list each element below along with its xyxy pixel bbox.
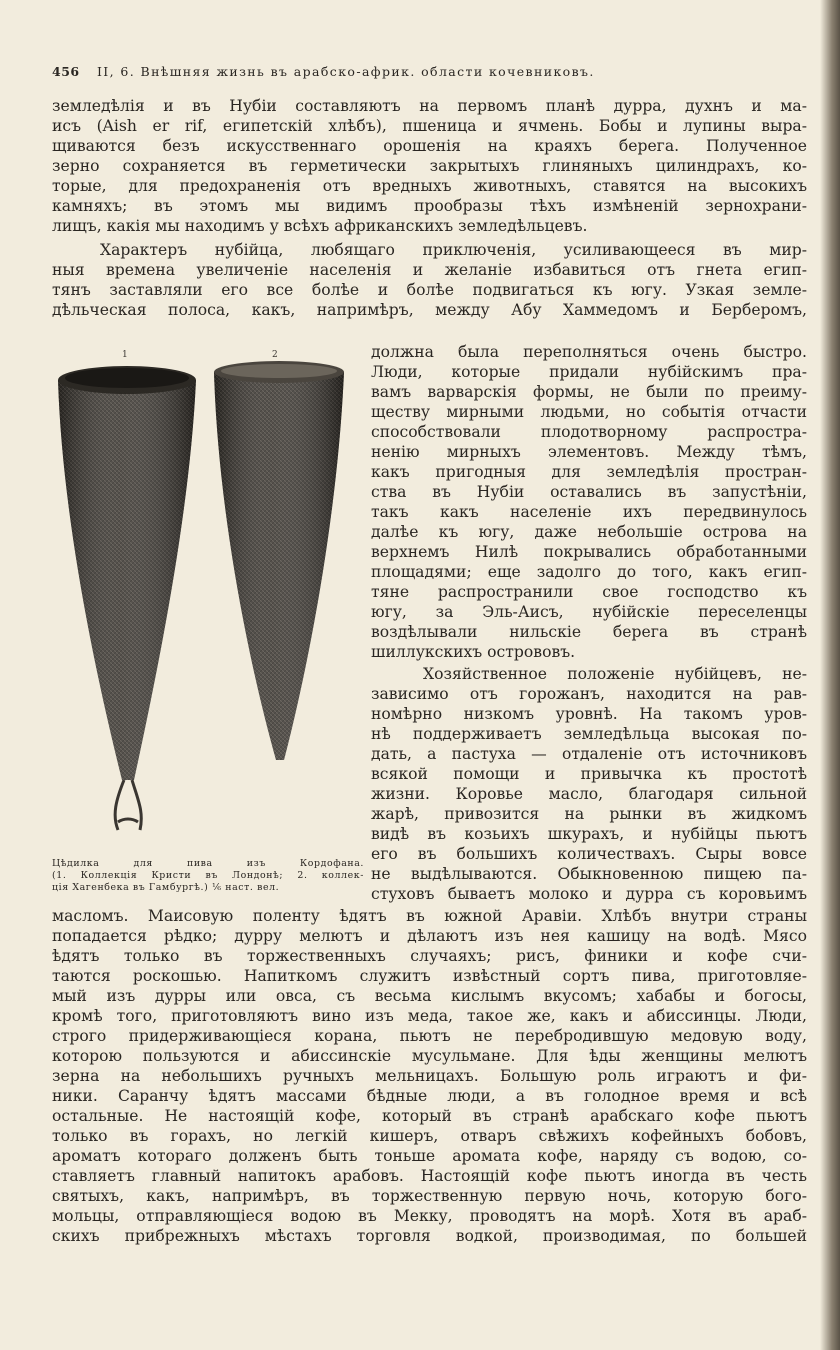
text-line: тянъ заставляли его все болѣе и болѣе подвигаться къ югу. Узкая земле- — [52, 281, 807, 299]
text-line: щиваются безъ искусственнаго орошенія на краяхъ берега. Полученное — [52, 137, 807, 155]
text-line: скихъ прибрежныхъ мѣстахъ торговля водкой, производимая, по большей — [52, 1227, 807, 1245]
text-line: площадями; еще задолго до того, какъ егип- — [371, 563, 807, 581]
text-line: Люди, которые придали нубійскимъ пра- — [371, 363, 807, 381]
page-edge-shadow — [820, 0, 840, 1350]
text-line: святыхъ, какъ, напримѣръ, въ торжественную первую ночь, которую бого- — [52, 1187, 807, 1205]
caption-line: ція Хагенбека въ Гамбургѣ.) ⅙ наст. вел. — [52, 882, 280, 893]
text-line: ѣдятъ только въ торжественныхъ случаяхъ; рисъ, финики и кофе счи- — [52, 947, 807, 965]
text-line: какъ пригодныя для земледѣлія простран- — [371, 463, 807, 481]
text-line: воздѣлывали нильскіе берега въ странѣ — [371, 623, 807, 641]
text-line: попадается рѣдко; дурру мелютъ и дѣлаютъ изъ нея кашицу на водѣ. Мясо — [52, 927, 807, 945]
text-line: ненію мирныхъ элементовъ. Между тѣмъ, — [371, 443, 807, 461]
text-line: земледѣлія и въ Нубіи составляютъ на первомъ планѣ дурра, духнъ и ма- — [52, 97, 807, 115]
text-line: югу, за Эль-Аисъ, нубійскіе переселенцы — [371, 603, 807, 621]
text-line: строго придерживающіеся корана, пьютъ не перебродившую медовую воду, — [52, 1027, 807, 1045]
text-line: видѣ въ козьихъ шкурахъ, и нубійцы пьютъ — [371, 825, 807, 843]
text-line: верхнемъ Нилѣ покрывались обработанными — [371, 543, 807, 561]
text-line: жарѣ, привозится на рынки въ жидкомъ — [371, 805, 807, 823]
strainer-illustration — [52, 360, 364, 850]
strainer-2 — [214, 361, 344, 760]
text-line: номѣрно низкомъ уровнѣ. На такомъ уров- — [371, 705, 807, 723]
text-line: ществу мирными людьми, но событія отчасти — [371, 403, 807, 421]
text-line: дѣльческая полоса, какъ, напримѣръ, между Абу Хаммедомъ и Берберомъ, — [52, 301, 807, 319]
text-line: далѣе къ югу, даже небольшіе острова на — [371, 523, 807, 541]
text-line: которою пользуются и абиссинскіе мусульмане. Для ѣды женщины мелютъ — [52, 1047, 807, 1065]
text-line: стуховъ бываетъ молоко и дурра съ коровьимъ — [371, 885, 807, 903]
figure-caption — [52, 858, 364, 894]
text-line: шиллукскихъ острововъ. — [371, 643, 576, 661]
text-line: масломъ. Маисовую поленту ѣдятъ въ южной Аравіи. Хлѣбъ внутри страны — [52, 907, 807, 925]
text-line: торые, для предохраненія отъ вредныхъ животныхъ, ставятся на высокихъ — [52, 177, 807, 195]
text-line: мый изъ дурры или овса, съ весьма кислымъ вкусомъ; хабабы и богосы, — [52, 987, 807, 1005]
text-line: исъ (Aish er rif, египетскій хлѣбъ), пшеница и ячмень. Бобы и лупины выра- — [52, 117, 807, 135]
text-line: зерна на небольшихъ ручныхъ мельницахъ. Большую роль играютъ и фи- — [52, 1067, 807, 1085]
figure-label-2: 2 — [272, 350, 278, 360]
text-line: должна была переполняться очень быстро. — [371, 343, 807, 361]
text-line: ароматъ котораго долженъ быть тоньше аромата кофе, наряду съ водою, со- — [52, 1147, 807, 1165]
page-header — [52, 64, 782, 79]
text-line: ставляетъ главный напитокъ арабовъ. Настоящій кофе пьютъ иногда въ честь — [52, 1167, 807, 1185]
text-line: жизни. Коровье масло, благодаря сильной — [371, 785, 807, 803]
text-line: ныя времена увеличеніе населенія и желаніе избавиться отъ гнета егип- — [52, 261, 807, 279]
caption-line: (1. Коллекція Кристи въ Лондонѣ; 2. коллек- — [52, 870, 364, 881]
text-line: всякой помощи и привычка къ простотѣ — [371, 765, 807, 783]
text-line: Характеръ нубійца, любящаго приключенія, усиливающееся въ мир- — [100, 241, 807, 259]
text-line: Хозяйственное положеніе нубійцевъ, не- — [423, 665, 807, 683]
text-line: лищъ, какія мы находимъ у всѣхъ африканскихъ земледѣльцевъ. — [52, 217, 588, 235]
text-line: зависимо отъ горожанъ, находится на рав- — [371, 685, 807, 703]
text-line: остальные. Не настоящій кофе, который въ странѣ арабскаго кофе пьютъ — [52, 1107, 807, 1125]
text-line: такъ какъ населеніе ихъ передвинулось — [371, 503, 807, 521]
text-line: кромѣ того, приготовляютъ вино изъ меда, такое же, какъ и абиссинцы. Люди, — [52, 1007, 807, 1025]
text-line: мольцы, отправляющіеся водою въ Мекку, проводятъ на морѣ. Хотя въ араб- — [52, 1207, 807, 1225]
figure-label-1: 1 — [122, 350, 128, 360]
strainer-1 — [58, 366, 196, 830]
text-line: нѣ поддерживаетъ земледѣльца высокая по- — [371, 725, 807, 743]
text-line: способствовали плодотворному распростра- — [371, 423, 807, 441]
caption-line: Цѣдилка для пива изъ Кордофана. — [52, 858, 364, 869]
text-line: его въ большихъ количествахъ. Сыры вовсе — [371, 845, 807, 863]
text-line: дать, а пастуха — отдаленіе отъ источниковъ — [371, 745, 807, 763]
text-line: камняхъ; въ этомъ мы видимъ прообразы тѣхъ измѣненій зернохрани- — [52, 197, 807, 215]
text-line: зерно сохраняется въ герметически закрытыхъ глиняныхъ цилиндрахъ, ко- — [52, 157, 807, 175]
text-line: только въ горахъ, но легкій кишеръ, отваръ свѣжихъ кофейныхъ бобовъ, — [52, 1127, 807, 1145]
text-line: ники. Саранчу ѣдятъ массами бѣдные люди, а въ голодное время и всѣ — [52, 1087, 807, 1105]
running-title: II, 6. Внѣшняя жизнь въ арабско-африк. области кочевниковъ. — [96, 64, 595, 79]
text-line: таются роскошью. Напиткомъ служитъ извѣстный сортъ пива, приготовляе- — [52, 967, 807, 985]
page-number: 456 — [52, 64, 80, 79]
text-line: ства въ Нубіи оставались въ запустѣніи, — [371, 483, 807, 501]
text-line: не выдѣлываются. Обыкновенною пищею па- — [371, 865, 807, 883]
text-line: вамъ варварскія формы, не были по преиму- — [371, 383, 807, 401]
text-line: тяне распространили свое господство къ — [371, 583, 807, 601]
